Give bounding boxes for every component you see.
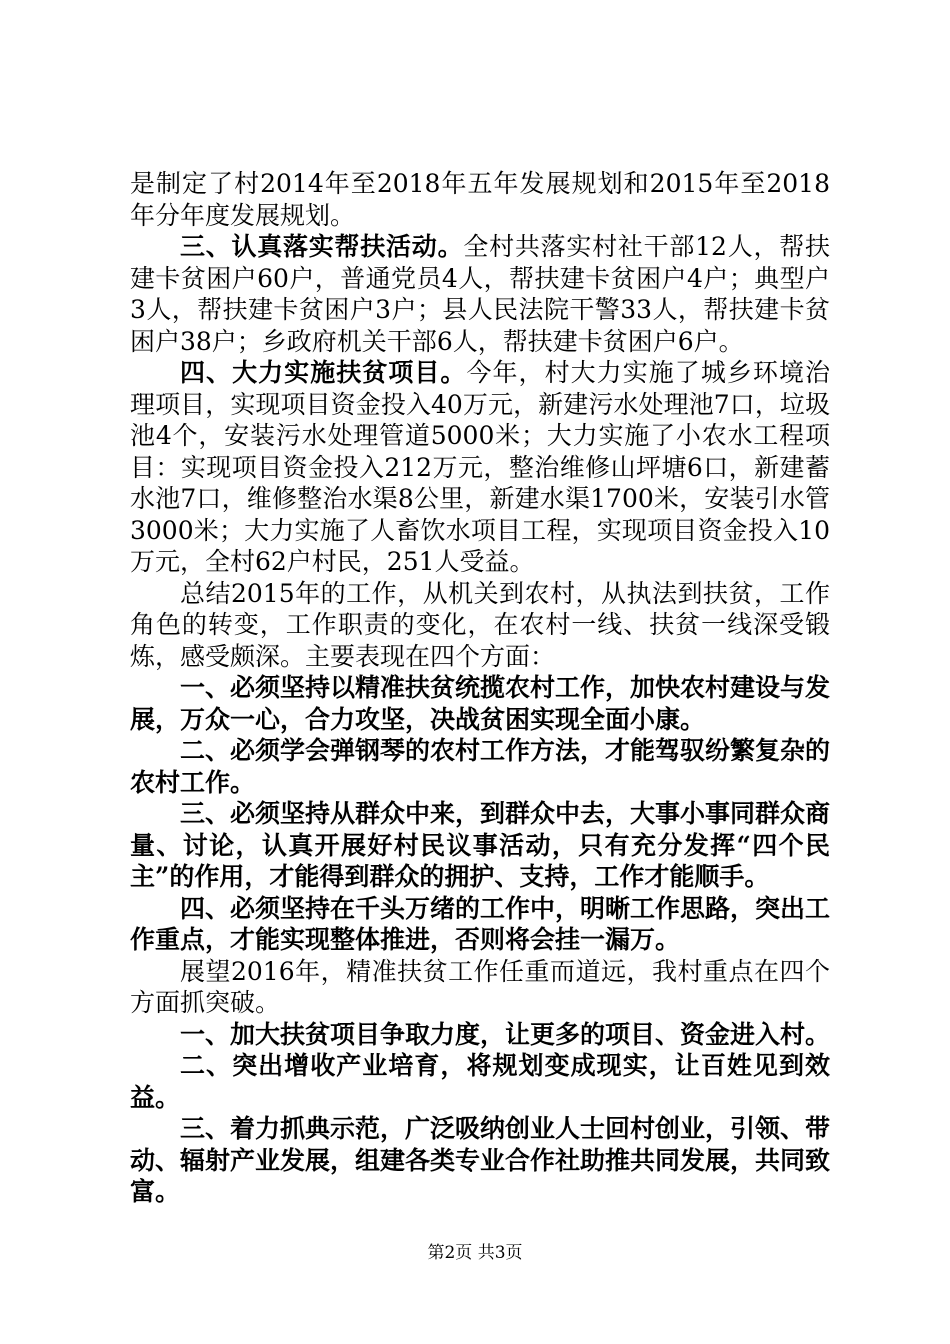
paragraph [130, 357, 830, 578]
paragraph [130, 672, 830, 735]
paragraph-text: 总结2015年的工作，从机关到农村，从执法到扶贫，工作角色的转变，工作职责的变化，在农村一线、扶贫一线深受锻炼，感受颇深。主要表现在四个方面： [130, 578, 830, 671]
paragraph [130, 956, 830, 1019]
paragraph-text: 是制定了村2014年至2018年五年发展规划和2015年至2018年分年度发展规划。 [130, 169, 830, 230]
paragraph [130, 1019, 830, 1051]
paragraph-text: 二、必须学会弹钢琴的农村工作方法，才能驾驭纷繁复杂的农村工作。 [130, 736, 831, 797]
section-heading: 三、认真落实帮扶活动。 [180, 232, 464, 261]
paragraph-text: 三、着力抓典示范，广泛吸纳创业人士回村创业，引领、带动、辐射产业发展，组建各类专业合作社助推共同发展，共同致富。 [130, 1114, 831, 1206]
page-number: 第2页 共3页 [427, 1243, 523, 1263]
paragraph-text: 四、必须坚持在千头万绪的工作中，明晰工作思路，突出工作重点，才能实现整体推进，否则将会挂一漏万。 [130, 893, 831, 954]
paragraph [130, 1113, 830, 1208]
paragraph-text: 三、必须坚持从群众中来，到群众中去，大事小事同群众商量、讨论，认真开展好村民议事活动，只有充分发挥“四个民主”的作用，才能得到群众的拥护、支持，工作才能顺手。 [130, 799, 831, 891]
paragraph [130, 893, 830, 956]
paragraph-text: 二、突出增收产业培育，将规划变成现实，让百姓见到效益。 [130, 1051, 830, 1112]
paragraph-text: 一、加大扶贫项目争取力度，让更多的项目、资金进入村。 [180, 1019, 831, 1049]
page-footer [0, 1241, 950, 1265]
section-heading: 四、大力实施扶贫项目。 [180, 358, 467, 387]
paragraph-text: 今年，村大力实施了城乡环境治理项目，实现项目资金投入40万元，新建污水处理池7口，垃圾池4个，安装污水处理管道5000米；大力实施了小农水工程项目：实现项目资金投入212万元，整治维修山坪塘6口，新建蓄水池7口，维修整治水渠8公里，新建水渠1700米，安装引水管3000米；大力实施了人畜饮水项目工程，实现项目资金投入10万元，全村62户村民，251人受益。 [130, 358, 830, 576]
paragraph-text: 展望2016年，精准扶贫工作任重而道远，我村重点在四个方面抓突破。 [130, 956, 830, 1017]
paragraph-text: 一、必须坚持以精准扶贫统揽农村工作，加快农村建设与发展，万众一心，合力攻坚，决战贫困实现全面小康。 [130, 673, 831, 734]
paragraph [130, 168, 830, 231]
paragraph [130, 231, 830, 357]
paragraph [130, 798, 830, 893]
paragraph [130, 578, 830, 673]
paragraph-list [130, 168, 830, 1208]
document-body [130, 168, 830, 1208]
paragraph [130, 735, 830, 798]
paragraph [130, 1050, 830, 1113]
paragraph-text: 全村共落实村社干部12人，帮扶建卡贫困户60户，普通党员4人，帮扶建卡贫困户4户；典型户3人，帮扶建卡贫困户3户；县人民法院干警33人，帮扶建卡贫困户38户；乡政府机关干部6人，帮扶建卡贫困户6户。 [130, 232, 830, 356]
